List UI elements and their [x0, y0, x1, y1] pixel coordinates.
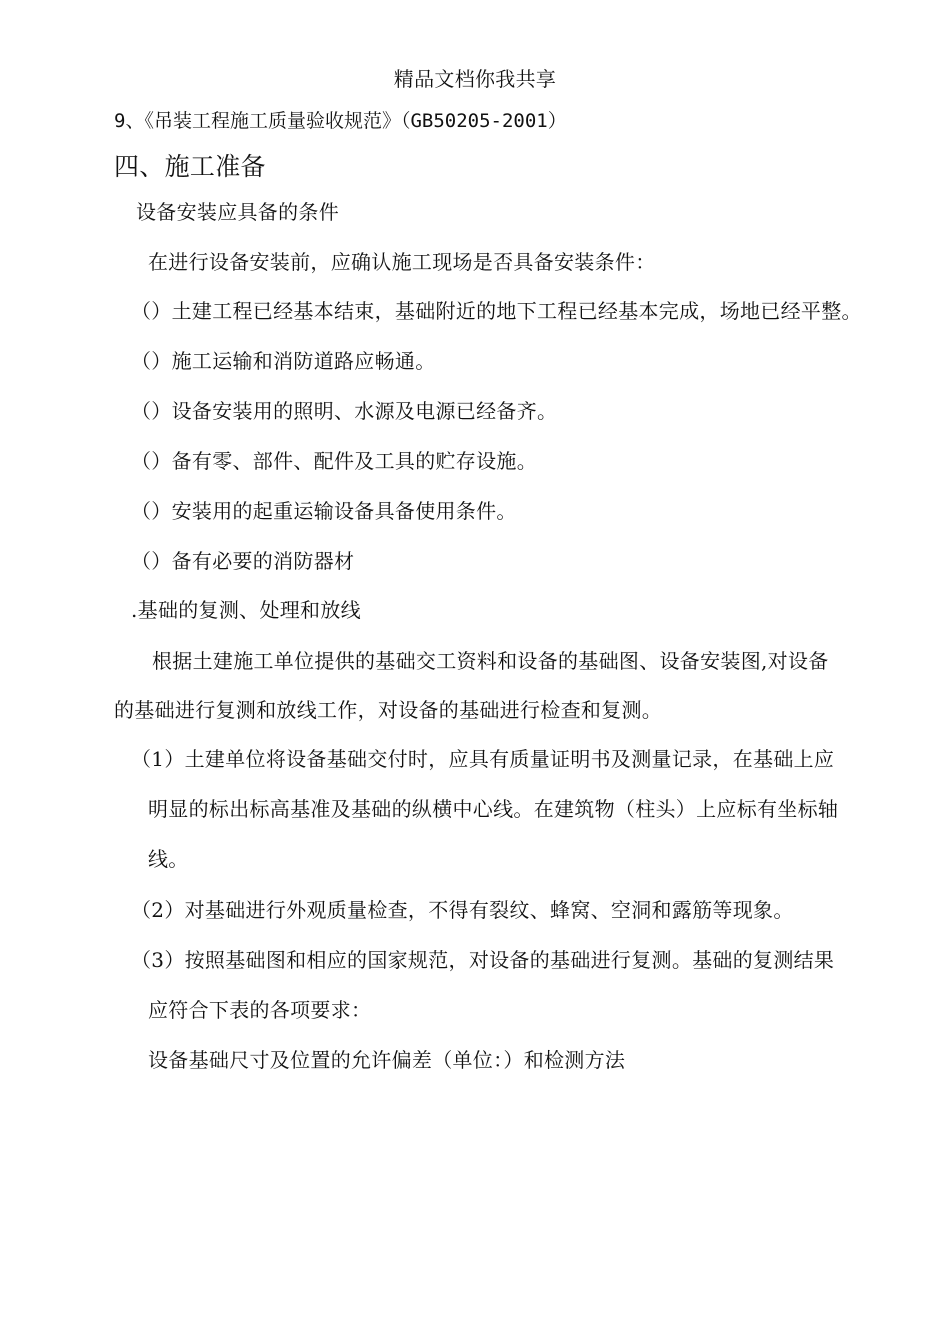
table-caption: 设备基础尺寸及位置的允许偏差（单位：）和检测方法 — [148, 1048, 626, 1072]
intro-paragraph: 在进行设备安装前，应确认施工现场是否具备安装条件： — [148, 250, 656, 274]
numbered-item-3-continued: 应符合下表的各项要求： — [148, 998, 372, 1022]
condition-item: （）设备安装用的照明、水源及电源已经备齐。 — [131, 399, 558, 423]
numbered-item-3: （3）按照基础图和相应的国家规范，对设备的基础进行复测。基础的复测结果 — [131, 948, 835, 972]
condition-item: （）备有必要的消防器材 — [131, 549, 355, 573]
paragraph-line: 的基础进行复测和放线工作，对设备的基础进行检查和复测。 — [114, 698, 663, 722]
condition-item: （）备有零、部件、配件及工具的贮存设施。 — [131, 449, 537, 473]
sub-title-installation-conditions: 设备安装应具备的条件 — [136, 200, 339, 224]
sub-title-foundation-survey: .基础的复测、处理和放线 — [131, 598, 361, 622]
page-header: 精品文档你我共享 — [393, 67, 557, 91]
reference-item: 9、《吊装工程施工质量验收规范》（GB50205-2001） — [114, 110, 567, 132]
section-title: 四、施工准备 — [114, 152, 266, 181]
numbered-item-1-continued: 线。 — [148, 847, 189, 871]
condition-item: （）土建工程已经基本结束，基础附近的地下工程已经基本完成，场地已经平整。 — [131, 299, 862, 323]
numbered-item-2: （2）对基础进行外观质量检查，不得有裂纹、蜂窝、空洞和露筋等现象。 — [131, 898, 794, 922]
numbered-item-1-continued: 明显的标出标高基准及基础的纵横中心线。在建筑物（柱头）上应标有坐标轴 — [148, 797, 839, 821]
paragraph-line: 根据土建施工单位提供的基础交工资料和设备的基础图、设备安装图,对设备 — [152, 649, 829, 673]
numbered-item-1: （1）土建单位将设备基础交付时，应具有质量证明书及测量记录，在基础上应 — [131, 747, 835, 771]
condition-item: （）安装用的起重运输设备具备使用条件。 — [131, 499, 517, 523]
condition-item: （）施工运输和消防道路应畅通。 — [131, 349, 436, 373]
